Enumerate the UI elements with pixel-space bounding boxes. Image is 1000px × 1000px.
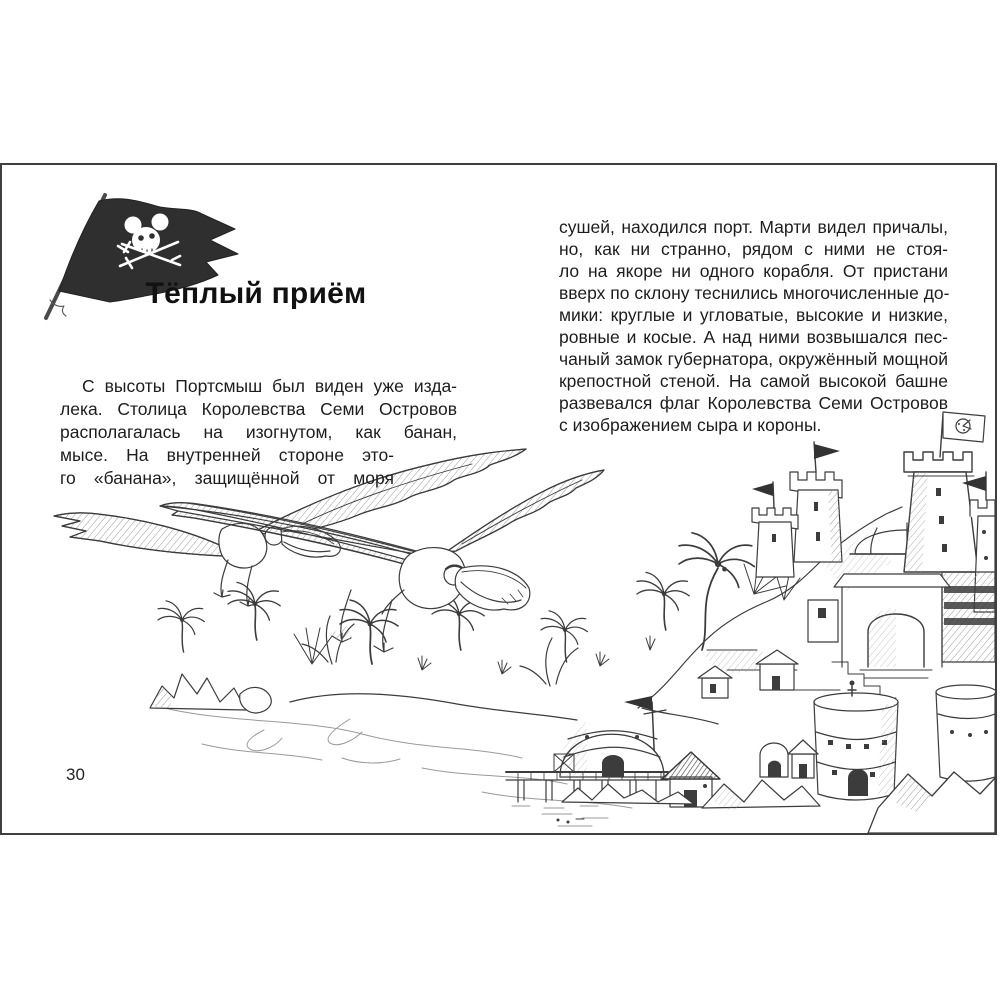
text-line: располагалась на изогнутом, как банан,: [60, 422, 457, 442]
text-line: ровные и косые. А над ними возвышался пес-: [559, 327, 948, 347]
text-line: С высоты Портсмыш был виден уже изда-: [82, 376, 457, 396]
page-number: 30: [66, 765, 85, 784]
text-line: лека. Столица Королевства Семи Островов: [60, 399, 457, 419]
text-line: крепостной стеной. На самой высокой башне: [559, 371, 948, 391]
harbor-pier: [506, 681, 995, 834]
text-line: вверх по склону теснились многочисленные до-: [559, 283, 950, 303]
castle-town: [638, 412, 995, 724]
chapter-title: Тёплый приём: [145, 277, 367, 310]
text-line: чаный замок губернатора, окружённый мощной: [559, 349, 948, 369]
book-page: [0, 163, 997, 835]
text-line: с изображением сыра и короны.: [559, 415, 822, 435]
text-line: сушей, находился порт. Марти видел причалы,: [559, 217, 948, 237]
text-line: развевался флаг Королевства Семи Островов: [559, 393, 948, 413]
text-line: мики: круглые и угловатые, высокие и низкие,: [559, 305, 948, 325]
left-text-column: [60, 375, 457, 490]
text-line: но, как ни странно, рядом с ними не стоя-: [559, 239, 948, 259]
text-line: ло на якоре ни одного корабля. От пристани: [559, 261, 948, 281]
text-line: мысе. На внутренней стороне это-: [60, 445, 394, 465]
text-line: го «банана», защищённой от моря: [60, 468, 394, 488]
right-text-column: [559, 216, 948, 436]
